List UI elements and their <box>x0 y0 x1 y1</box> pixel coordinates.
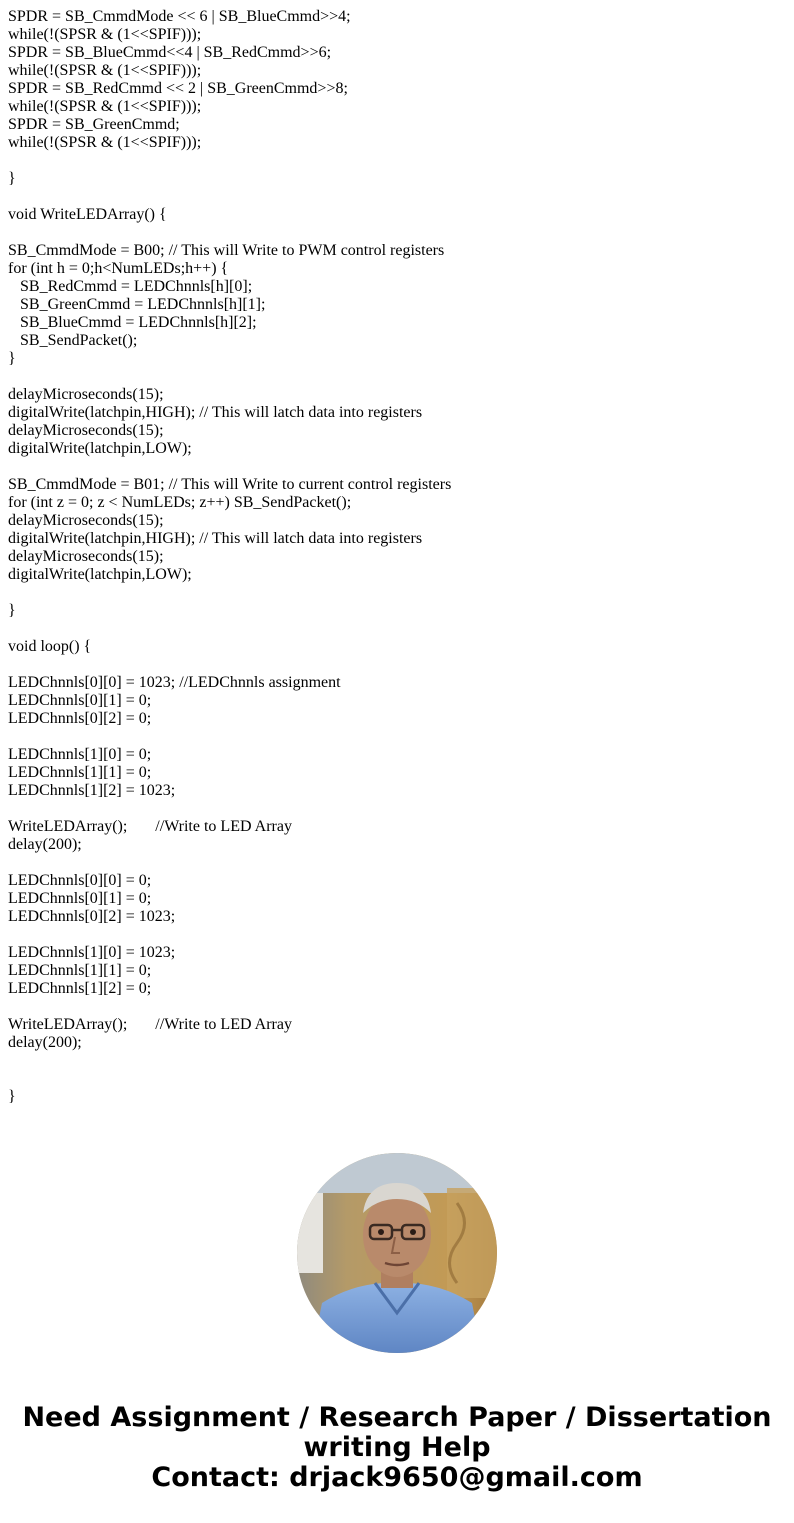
code-line: SPDR = SB_RedCmmd << 2 | SB_GreenCmmd>>8; <box>8 80 348 97</box>
code-line <box>8 854 778 872</box>
code-line <box>8 188 778 206</box>
code-line <box>8 1052 778 1070</box>
code-line: SB_GreenCmmd = LEDChnnls[h][1]; <box>8 296 266 313</box>
code-line: } <box>8 170 16 187</box>
code-line: delayMicroseconds(15); <box>8 422 164 439</box>
promo-line-1: Need Assignment / Research Paper / Dissertation <box>22 1402 772 1433</box>
code-line: } <box>8 602 16 619</box>
code-line: SB_BlueCmmd = LEDChnnls[h][2]; <box>8 314 257 331</box>
code-line: LEDChnnls[1][1] = 0; <box>8 962 152 979</box>
code-line: LEDChnnls[0][2] = 0; <box>8 710 152 727</box>
code-line: SPDR = SB_CmmdMode << 6 | SB_BlueCmmd>>4; <box>8 8 351 25</box>
code-line: digitalWrite(latchpin,LOW); <box>8 440 192 457</box>
code-line: WriteLEDArray(); //Write to LED Array <box>8 1016 292 1033</box>
code-line: void loop() { <box>8 638 92 655</box>
code-line: LEDChnnls[0][0] = 1023; //LEDChnnls assignment <box>8 674 341 691</box>
code-line <box>8 368 778 386</box>
code-line <box>8 998 778 1016</box>
code-listing <box>8 8 778 1106</box>
code-line <box>8 584 778 602</box>
code-line: digitalWrite(latchpin,HIGH); // This will latch data into registers <box>8 530 423 547</box>
code-line: while(!(SPSR & (1<<SPIF))); <box>8 98 202 115</box>
code-line: for (int h = 0;h<NumLEDs;h++) { <box>8 260 229 277</box>
promo-banner <box>0 1403 794 1493</box>
code-line <box>8 224 778 242</box>
code-line: LEDChnnls[0][1] = 0; <box>8 890 152 907</box>
code-line: void WriteLEDArray() { <box>8 206 167 223</box>
promo-contact: Contact: drjack9650@gmail.com <box>151 1462 643 1493</box>
code-line: SPDR = SB_GreenCmmd; <box>8 116 180 133</box>
code-line: WriteLEDArray(); //Write to LED Array <box>8 818 292 835</box>
code-line: SB_CmmdMode = B01; // This will Write to current control registers <box>8 476 452 493</box>
code-line: delay(200); <box>8 1034 82 1051</box>
code-line: LEDChnnls[0][0] = 0; <box>8 872 152 889</box>
code-line: while(!(SPSR & (1<<SPIF))); <box>8 26 202 43</box>
code-line: LEDChnnls[0][2] = 1023; <box>8 908 176 925</box>
code-line: SB_RedCmmd = LEDChnnls[h][0]; <box>8 278 253 295</box>
author-avatar <box>297 1153 497 1353</box>
code-line: digitalWrite(latchpin,LOW); <box>8 566 192 583</box>
code-line: for (int z = 0; z < NumLEDs; z++) SB_SendPacket(); <box>8 494 352 511</box>
code-line <box>8 656 778 674</box>
person-portrait-icon <box>297 1153 497 1353</box>
code-line: } <box>8 350 16 367</box>
code-line: SPDR = SB_BlueCmmd<<4 | SB_RedCmmd>>6; <box>8 44 332 61</box>
code-line <box>8 800 778 818</box>
code-line: LEDChnnls[1][0] = 1023; <box>8 944 176 961</box>
code-line: LEDChnnls[1][0] = 0; <box>8 746 152 763</box>
code-line: SB_SendPacket(); <box>8 332 138 349</box>
code-line <box>8 1070 778 1088</box>
code-line: LEDChnnls[1][1] = 0; <box>8 764 152 781</box>
code-line: LEDChnnls[0][1] = 0; <box>8 692 152 709</box>
code-line <box>8 620 778 638</box>
code-line: delayMicroseconds(15); <box>8 512 164 529</box>
code-line: delayMicroseconds(15); <box>8 548 164 565</box>
code-line: delayMicroseconds(15); <box>8 386 164 403</box>
code-line <box>8 458 778 476</box>
code-line: LEDChnnls[1][2] = 1023; <box>8 782 176 799</box>
code-line: digitalWrite(latchpin,HIGH); // This will latch data into registers <box>8 404 423 421</box>
code-line: SB_CmmdMode = B00; // This will Write to PWM control registers <box>8 242 445 259</box>
code-line <box>8 728 778 746</box>
code-line: LEDChnnls[1][2] = 0; <box>8 980 152 997</box>
code-line <box>8 926 778 944</box>
code-line <box>8 152 778 170</box>
code-line: while(!(SPSR & (1<<SPIF))); <box>8 134 202 151</box>
code-line: delay(200); <box>8 836 82 853</box>
promo-line-2: writing Help <box>303 1432 491 1463</box>
code-line: while(!(SPSR & (1<<SPIF))); <box>8 62 202 79</box>
code-line: } <box>8 1088 16 1105</box>
